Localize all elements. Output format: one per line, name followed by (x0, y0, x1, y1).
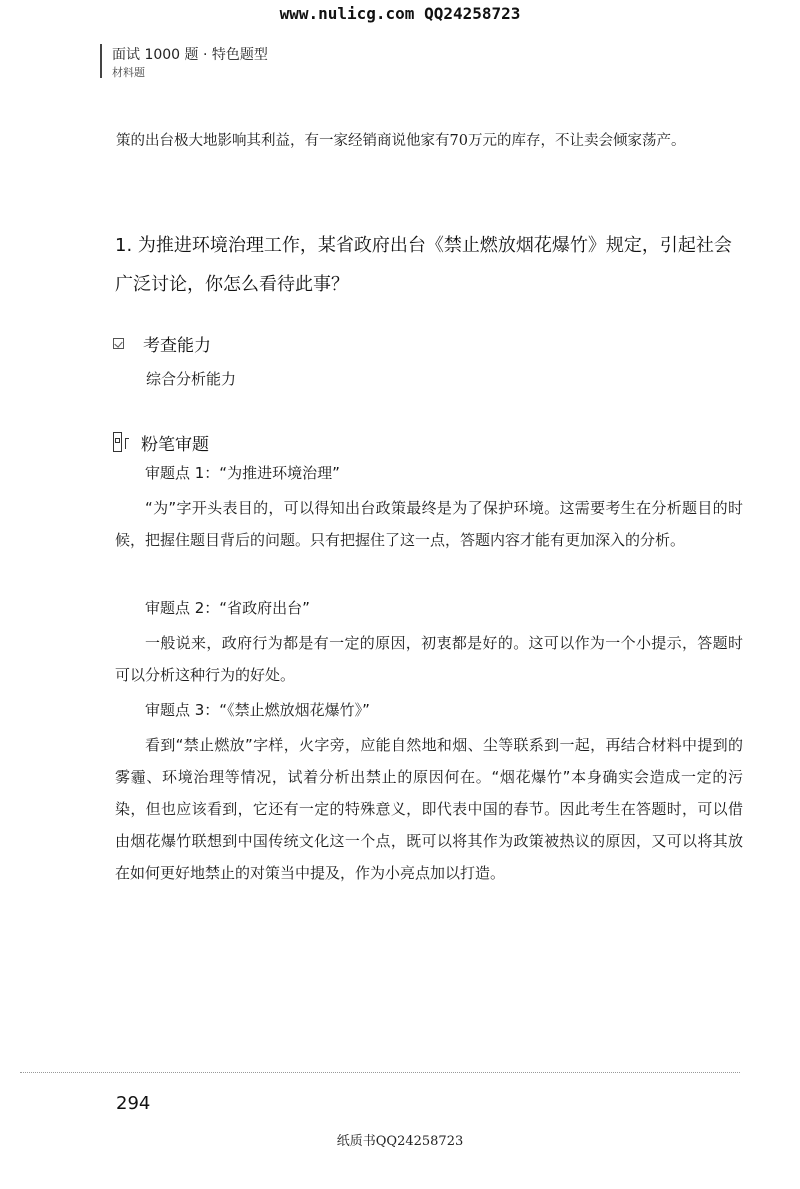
running-header-title: 面试 1000 题 · 特色题型 (112, 47, 268, 63)
ability-content: 综合分析能力 (146, 370, 237, 388)
pen-icon (113, 432, 131, 454)
review-heading-label: 粉笔审题 (141, 435, 209, 455)
ability-heading-label: 考查能力 (143, 336, 211, 356)
review-point-text-2: 一般说来，政府行为都是有一定的原因，初衷都是好的。这可以作为一个小提示，答题时可以分析这种行为的好处。 (115, 634, 743, 684)
review-point-text-3: 看到“禁止燃放”字样，火字旁，应能自然地和烟、尘等联系到一起，再结合材料中提到的雾霾、环境治理等情况，试着分析出禁止的原因何在。“烟花爆竹”本身确实会造成一定的污染，但也应该看到，它还有一定的特殊意义，即代表中国的春节。因此考生在答题时，可以借由烟花爆竹联想到中国传统文化这一个点，既可以将其作为政策被热议的原因，又可以将其放在如何更好地禁止的对策当中提及，作为小亮点加以打造。 (115, 736, 743, 882)
review-section-heading (113, 430, 209, 455)
scan-artifact-line (20, 1072, 740, 1074)
header-rule (100, 44, 102, 78)
top-watermark: www.nulicg.com QQ24258723 (279, 4, 521, 23)
ability-section-heading (113, 331, 211, 356)
checkbox-icon (113, 338, 124, 349)
bottom-watermark: 纸质书QQ24258723 (336, 1134, 464, 1149)
intro-paragraph: 策的出台极大地影响其利益，有一家经销商说他家有70万元的库存，不让卖会倾家荡产。 (116, 133, 686, 149)
review-point-label-3: 审题点 3：“《禁止燃放烟花爆竹》” (145, 701, 370, 719)
review-point-label-1: 审题点 1：“为推进环境治理” (145, 464, 340, 482)
running-header-subtitle: 材料题 (112, 66, 145, 79)
review-point-label-2: 审题点 2：“省政府出台” (145, 599, 310, 617)
review-point-text-1: “为”字开头表目的，可以得知出台政策最终是为了保护环境。这需要考生在分析题目的时候，把握住题目背后的问题。只有把握住了这一点，答题内容才能有更加深入的分析。 (115, 499, 743, 549)
page-number: 294 (116, 1093, 151, 1114)
question-text: 1. 为推进环境治理工作，某省政府出台《禁止燃放烟花爆竹》规定，引起社会广泛讨论，你怎么看待此事？ (115, 235, 732, 295)
